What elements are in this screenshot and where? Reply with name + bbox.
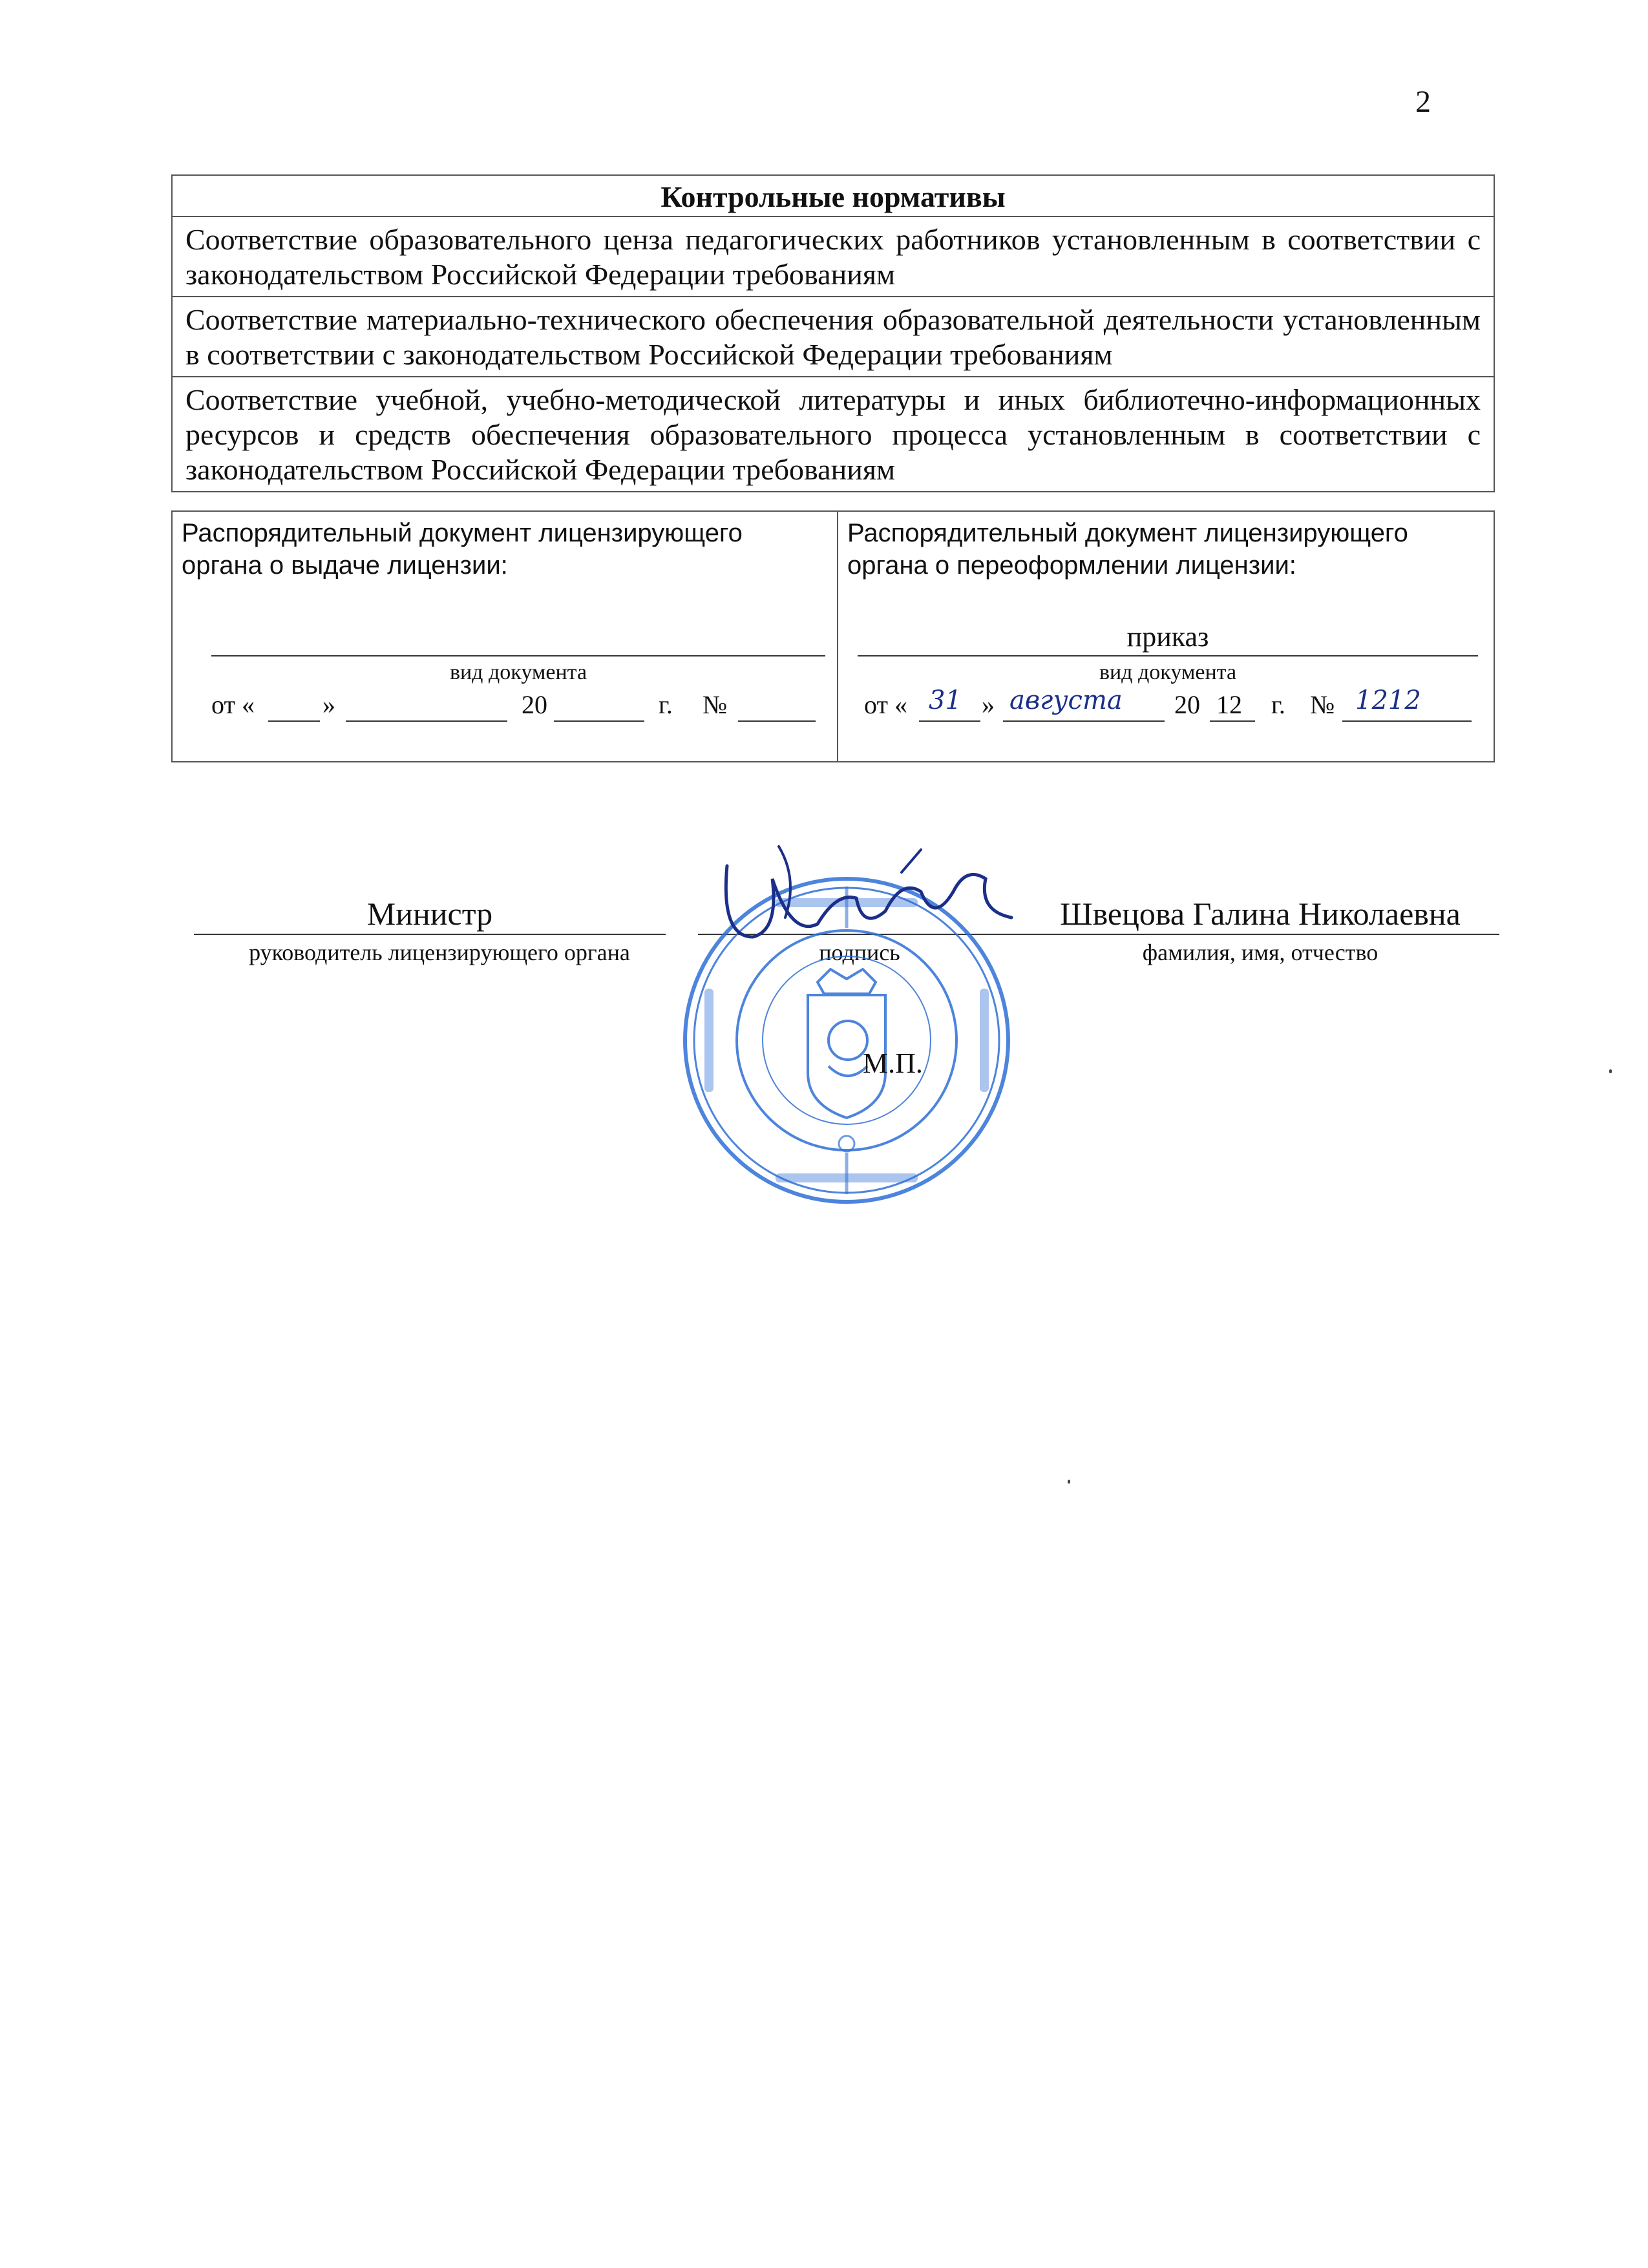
position-underline — [194, 934, 666, 935]
seal-label: М.П. — [863, 1047, 923, 1079]
day-handwritten: 31 — [929, 686, 962, 715]
day-blank — [268, 720, 320, 722]
name-caption: фамилия, имя, отчество — [1142, 940, 1379, 965]
number-handwritten: 1212 — [1355, 686, 1421, 715]
month-blank — [346, 720, 507, 722]
name-underline — [1021, 934, 1499, 935]
doc-type-caption: вид документа — [449, 660, 587, 684]
month-handwritten: августа — [1009, 686, 1123, 715]
year-blank — [1210, 720, 1255, 722]
norm-row: Соответствие образовательного ценза педагогических работников установленным в соответствии с законодательством Российской Федерации требованиям — [173, 216, 1494, 296]
handwritten-signature — [708, 840, 1018, 969]
quote-close: » — [982, 690, 995, 719]
decree-issue-date-line — [173, 689, 837, 728]
number-sign: № — [1310, 690, 1335, 719]
year-blank — [554, 720, 644, 722]
year-prefix: 20 — [1174, 690, 1200, 719]
doc-type-underline — [858, 655, 1478, 656]
control-norms-title: Контрольные нормативы — [660, 180, 1006, 213]
decree-reissue-doc-type: приказ — [1126, 621, 1209, 653]
control-norms-table — [171, 174, 1495, 492]
number-sign: № — [703, 690, 728, 719]
norm-row: Соответствие материально-технического обеспечения образовательной деятельности установленным в соответствии с законодательством Российской Федерации требованиям — [173, 296, 1494, 376]
control-norms-header — [173, 176, 1494, 216]
scan-speck — [1068, 1480, 1070, 1484]
from-label: от « — [864, 690, 907, 719]
doc-type-underline — [211, 655, 825, 656]
year-suffix: г. — [659, 690, 673, 719]
day-blank — [919, 720, 980, 722]
number-blank — [1342, 720, 1472, 722]
signatory-position: Министр — [366, 896, 493, 932]
position-caption: руководитель лицензирующего органа — [249, 940, 630, 965]
signatory-name: Швецова Галина Николаевна — [1060, 896, 1461, 932]
page-number: 2 — [1415, 85, 1431, 119]
year-prefix: 20 — [522, 690, 547, 719]
quote-close: » — [322, 690, 335, 719]
month-blank — [1003, 720, 1165, 722]
decree-table — [171, 510, 1495, 762]
signature-caption: подпись — [819, 940, 900, 965]
decree-reissue-label: Распорядительный документ лицензирующего органа о переоформлении лицензии: — [847, 519, 1408, 580]
decree-reissue-date-line — [838, 686, 1494, 728]
norm-row: Соответствие учебной, учебно-методической литературы и иных библиотечно-информационных ресурсов и средств обеспечения образовательного процесса установленным в соответствии с законодательством Российской Федерации требованиям — [173, 376, 1494, 491]
from-label: от « — [211, 690, 255, 719]
decree-reissue-cell — [838, 512, 1494, 761]
year-suffix: г. — [1271, 690, 1285, 719]
doc-type-caption: вид документа — [1099, 660, 1237, 684]
number-blank — [738, 720, 816, 722]
decree-issue-label: Распорядительный документ лицензирующего органа о выдаче лицензии: — [182, 519, 743, 580]
decree-issue-cell — [173, 512, 838, 761]
scan-speck — [1609, 1069, 1612, 1073]
year-value: 12 — [1216, 690, 1242, 719]
